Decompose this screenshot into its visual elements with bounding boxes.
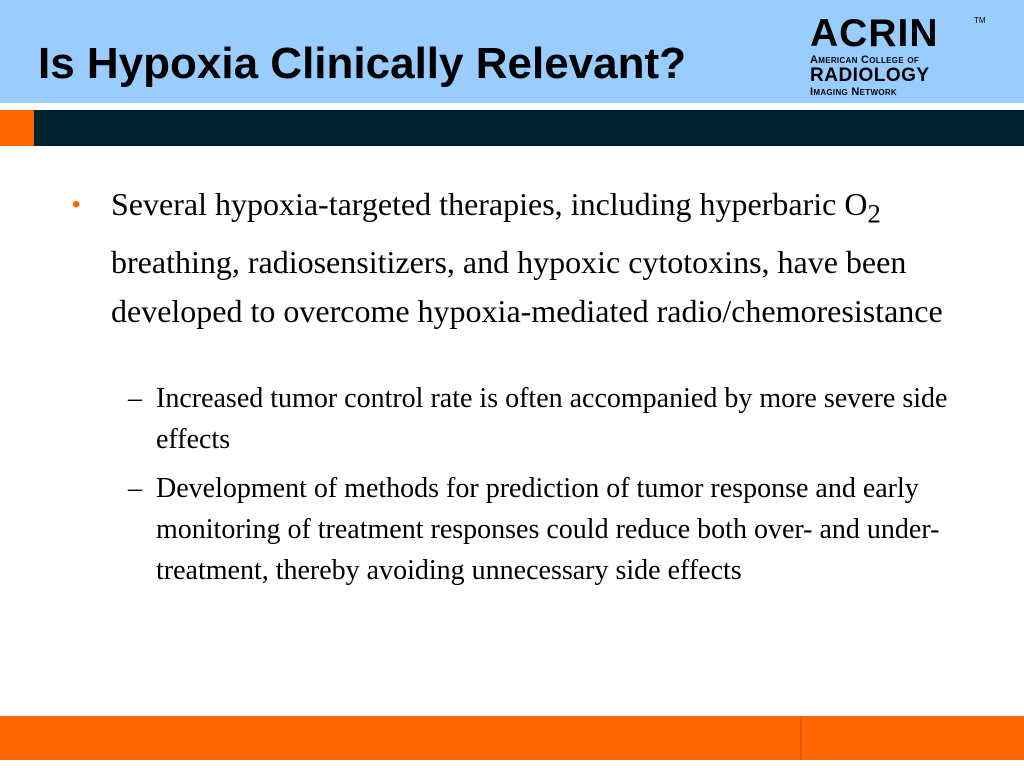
- logo-line-3: Imaging Network: [810, 86, 897, 98]
- sub-bullet-text: Increased tumor control rate is often accompanied by more severe side effects: [156, 383, 948, 455]
- footer-bar: [0, 716, 1024, 760]
- slide-title: Is Hypoxia Clinically Relevant?: [38, 39, 687, 88]
- dash-marker: –: [128, 473, 142, 504]
- logo-line-2: RADIOLOGY: [810, 65, 930, 86]
- logo-line-1: American College of: [810, 54, 920, 66]
- logo-trademark: TM: [974, 16, 986, 25]
- footer-divider: [800, 716, 802, 760]
- subscript-2: 2: [867, 198, 881, 229]
- main-bullet-text: Several hypoxia-targeted therapies, including hyperbaric $O_2$ breathing, radiosensitizers, and hypoxic cytotoxins, have been developed to overcome hypoxia-mediated radio/chemoresistance: [111, 186, 943, 330]
- header-accent-orange: [0, 110, 34, 146]
- sub-bullet-text: Development of methods for prediction of tumor response and early monitoring of treatment responses could reduce both over- and under-treatment, thereby avoiding unnecessary side effects: [156, 473, 940, 586]
- logo-wordmark: ACRIN: [810, 12, 939, 55]
- dash-marker: –: [128, 383, 142, 414]
- bullet-marker: •: [72, 191, 81, 218]
- header-accent-dark: [34, 110, 1024, 146]
- acrin-logo: [808, 12, 988, 102]
